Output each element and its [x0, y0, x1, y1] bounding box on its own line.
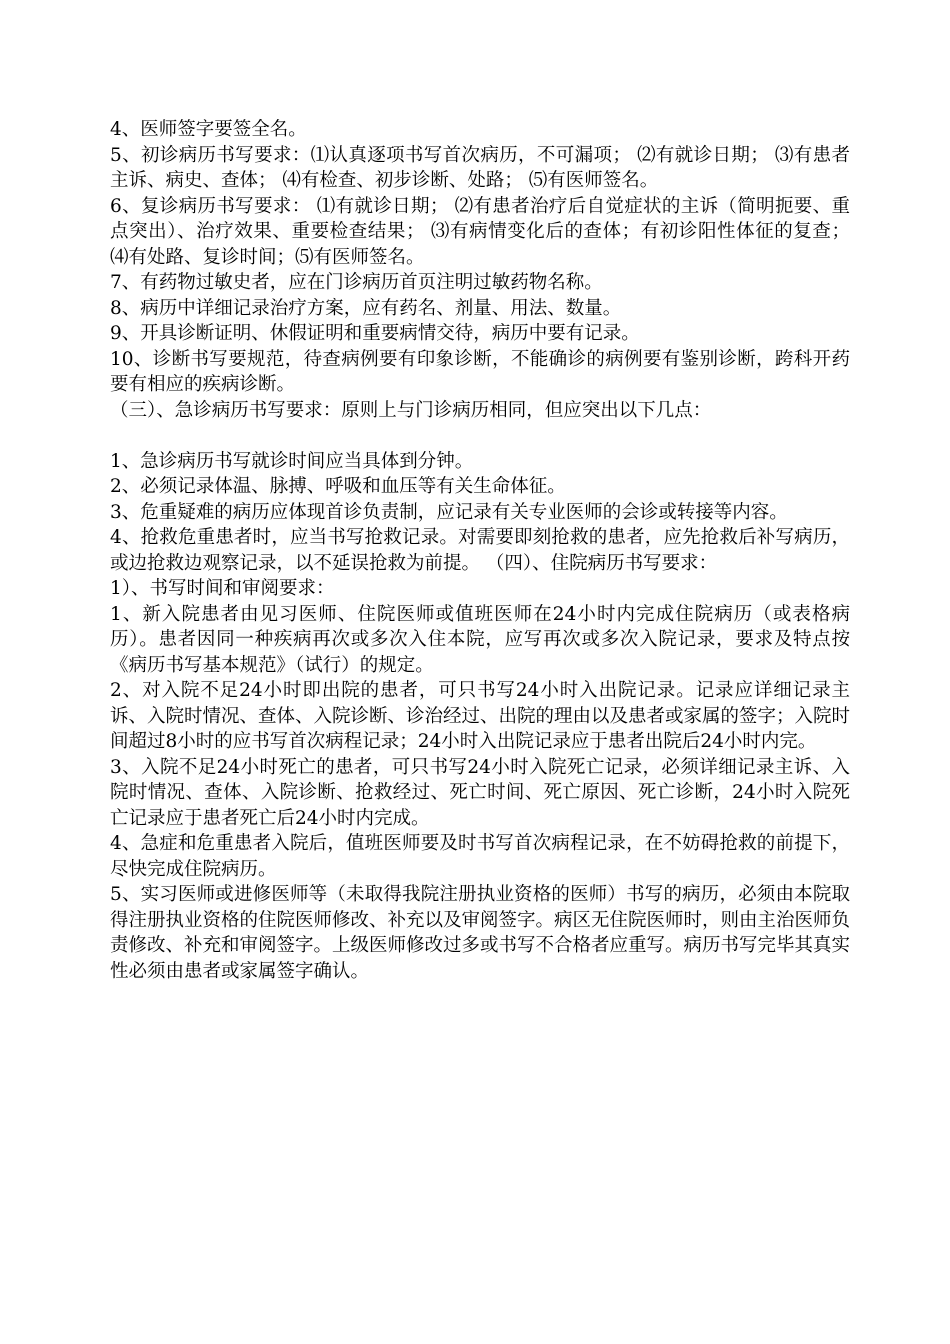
blank-line [110, 423, 850, 449]
inpatient-item-2-short-stay: 2、对入院不足24小时即出院的患者，可只书写24小时入出院记录。记录应详细记录主诉、入院时情况、查体、入院诊断、诊治经过、出院的理由以及患者或家属的签字；入院时间超过8小时的应书写首次病程记录；24小时入出院记录应于患者出院后24小时内完。 [110, 680, 851, 752]
emergency-item-4-rescue: 4、抢救危重患者时，应当书写抢救记录。对需要即刻抢救的患者，应先抢救后补写病历，或边抢救边观察记录，以不延误抢救为前提。 （四）、住院病历书写要求： [110, 527, 850, 574]
paragraph-item-10-diagnosis: 10、诊断书写要规范，待查病例要有印象诊断，不能确诊的病例要有鉴别诊断，跨科开药要有相应的疾病诊断。 [110, 348, 850, 395]
paragraph-item-6-follow-up: 6、复诊病历书写要求： ⑴有就诊日期； ⑵有患者治疗后自觉症状的主诉（简明扼要、重点突出）、治疗效果、重要检查结果； ⑶有病情变化后的查体；有初诊阳性体征的复查； ⑷有处路、复诊时间；⑸有医师签名。 [110, 195, 850, 268]
emergency-item-1-time: 1、急诊病历书写就诊时间应当具体到分钟。 [110, 450, 474, 472]
inpatient-item-5-review: 5、实习医师或进修医师等（未取得我院注册执业资格的医师）书写的病历，必须由本院取得注册执业资格的住院医师修改、补充以及审阅签字。病区无住院医师时，则由主治医师负责修改、补充和审阅签字。上级医师修改过多或书写不合格者应重写。病历书写完毕其真实性必须由患者或家属签字确认。 [110, 884, 851, 982]
paragraph-item-7-allergy: 7、有药物过敏史者，应在门诊病历首页注明过敏药物名称。 [110, 272, 603, 293]
inpatient-item-3-death-record: 3、入院不足24小时死亡的患者，可只书写24小时入院死亡记录，必须详细记录主诉、入院时情况、查体、入院诊断、抢救经过、死亡时间、死亡原因、死亡诊断，24小时入院死亡记录应于患者死亡后24小时内完成。 [110, 756, 850, 829]
paragraph-item-5-first-visit: 5、初诊病历书写要求：⑴认真逐项书写首次病历，不可漏项； ⑵有就诊日期； ⑶有患者主诉、病史、查体； ⑷有检查、初步诊断、处路； ⑸有医师签名。 [110, 144, 850, 191]
paragraph-item-9-certificates: 9、开具诊断证明、休假证明和重要病情交待，病历中要有记录。 [110, 323, 640, 344]
emergency-item-2-vitals: 2、必须记录体温、脉搏、呼吸和血压等有关生命体征。 [110, 476, 566, 497]
document-page [110, 117, 850, 984]
paragraph-item-8-treatment: 8、病历中详细记录治疗方案，应有药名、剂量、用法、数量。 [110, 297, 622, 319]
subsection-heading-writing-time: 1）、书写时间和审阅要求： [110, 578, 335, 599]
inpatient-item-1-admission: 1、新入院患者由见习医师、住院医师或值班医师在24小时内完成住院病历（或表格病历）。患者因同一种疾病再次或多次入住本院，应写再次或多次入院记录，要求及特点按《病历书写基本规范》（试行）的规定。 [110, 603, 850, 676]
inpatient-item-4-critical: 4、急症和危重患者入院后，值班医师要及时书写首次病程记录，在不妨碍抢救的前提下，尽快完成住院病历。 [110, 833, 850, 880]
emergency-item-3-responsibility: 3、危重疑难的病历应体现首诊负责制，应记录有关专业医师的会诊或转接等内容。 [110, 501, 788, 523]
section-heading-emergency: （三）、急诊病历书写要求：原则上与门诊病历相同，但应突出以下几点： [110, 399, 712, 421]
paragraph-item-4-signature: 4、医师签字要签全名。 [110, 119, 307, 140]
